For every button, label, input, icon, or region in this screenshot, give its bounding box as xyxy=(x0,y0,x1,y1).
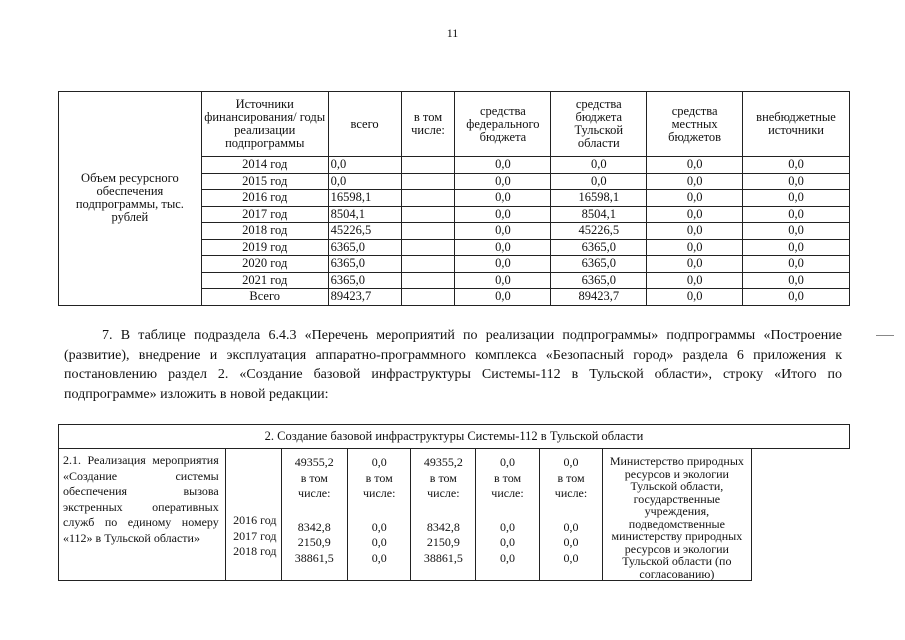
cell-federal: 0,0 xyxy=(455,289,551,306)
cell-local: 0,0 xyxy=(647,272,743,289)
cell-extra: 0,0 xyxy=(743,223,850,240)
including-cell xyxy=(401,206,455,223)
spacer xyxy=(413,502,473,520)
cell-local: 0,0 xyxy=(647,157,743,174)
cell-federal: 0,0 xyxy=(455,256,551,273)
including-label: числе: xyxy=(298,486,331,500)
cell-total: 8504,1 xyxy=(328,206,401,223)
section-title-row xyxy=(59,425,850,449)
header-local: средства местных бюджетов xyxy=(647,92,743,157)
spacer xyxy=(478,502,537,520)
cell-total: 0,0 xyxy=(328,173,401,190)
cell-total: 6365,0 xyxy=(328,256,401,273)
column-total: 49355,2 xyxy=(294,455,334,469)
year-value: 38861,5 xyxy=(294,550,334,565)
year-value: 0,0 xyxy=(371,535,387,549)
including-label: в том xyxy=(365,470,393,485)
including-cell xyxy=(401,272,455,289)
cell-year: Всего xyxy=(201,289,328,306)
cell-regional: 45226,5 xyxy=(551,223,647,240)
body-paragraph xyxy=(64,326,842,404)
cell-local: 0,0 xyxy=(647,289,743,306)
cell-regional: 6365,0 xyxy=(551,239,647,256)
cell-regional: 16598,1 xyxy=(551,190,647,207)
header-regional: средства бюджета Тульской области xyxy=(551,92,647,157)
years-cell xyxy=(225,449,281,581)
cell-federal: 0,0 xyxy=(455,190,551,207)
page-number: 11 xyxy=(446,26,459,40)
including-label: числе: xyxy=(362,486,396,500)
cell-year: 2021 год xyxy=(201,272,328,289)
funding-column xyxy=(539,449,603,581)
executor-cell: Министерство природных ресурсов и экологии Тульской области, государственные учреждения, подведомственные министерству природных ресурсов и экологии Тульской области (по согласованию) xyxy=(603,449,751,581)
including-label: числе: xyxy=(554,486,588,500)
column-total: 0,0 xyxy=(371,455,387,469)
table-header-row xyxy=(59,92,850,157)
including-label: числе: xyxy=(427,486,460,500)
cell-local: 0,0 xyxy=(647,223,743,240)
including-cell xyxy=(401,157,455,174)
cell-local: 0,0 xyxy=(647,206,743,223)
including-cell xyxy=(401,173,455,190)
cell-extra: 0,0 xyxy=(743,206,850,223)
cell-regional: 0,0 xyxy=(551,173,647,190)
cell-total: 16598,1 xyxy=(328,190,401,207)
including-label: в том xyxy=(429,470,457,485)
including-label: числе: xyxy=(491,486,524,500)
activities-table xyxy=(58,424,850,581)
cell-year: 2014 год xyxy=(201,157,328,174)
year-value: 0,0 xyxy=(371,550,387,565)
year-value: 0,0 xyxy=(500,550,515,565)
year-value: 2150,9 xyxy=(426,535,460,549)
cell-extra: 0,0 xyxy=(743,289,850,306)
cell-regional: 8504,1 xyxy=(551,206,647,223)
year-value: 0,0 xyxy=(563,535,579,549)
activity-name: 2.1. Реализация мероприятия «Создание системы обеспечения вызова экстренных оперативных служб по единому номеру «112» в Тульской области» xyxy=(59,449,226,581)
year-label: 2016 год xyxy=(233,513,277,527)
cell-year: 2018 год xyxy=(201,223,328,240)
year-label: 2018 год xyxy=(233,544,277,558)
cell-year: 2020 год xyxy=(201,256,328,273)
cell-extra: 0,0 xyxy=(743,239,850,256)
cell-total: 89423,7 xyxy=(328,289,401,306)
cell-year: 2015 год xyxy=(201,173,328,190)
cell-extra: 0,0 xyxy=(743,157,850,174)
including-label: в том xyxy=(557,470,585,485)
funding-column xyxy=(281,449,347,581)
cell-federal: 0,0 xyxy=(455,272,551,289)
cell-total: 0,0 xyxy=(328,157,401,174)
including-cell xyxy=(401,239,455,256)
cell-local: 0,0 xyxy=(647,239,743,256)
year-value: 38861,5 xyxy=(423,550,463,565)
year-value: 0,0 xyxy=(563,550,579,565)
cell-total: 45226,5 xyxy=(328,223,401,240)
cell-local: 0,0 xyxy=(647,256,743,273)
cell-regional: 89423,7 xyxy=(551,289,647,306)
cell-regional: 6365,0 xyxy=(551,256,647,273)
cell-extra: 0,0 xyxy=(743,190,850,207)
header-sources: Источники финансирования/ годы реализации подпрограммы xyxy=(201,92,328,157)
year-value: 8342,8 xyxy=(297,519,331,534)
cell-federal: 0,0 xyxy=(455,206,551,223)
cell-federal: 0,0 xyxy=(455,223,551,240)
including-cell xyxy=(401,256,455,273)
year-value: 0,0 xyxy=(500,535,515,549)
row-label: Объем ресурсного обеспечения подпрограммы, тыс. рублей xyxy=(59,92,202,306)
column-total: 0,0 xyxy=(500,455,515,469)
funding-column xyxy=(476,449,540,581)
header-extra: внебюджетные источники xyxy=(743,92,850,157)
cell-year: 2017 год xyxy=(201,206,328,223)
cell-year: 2019 год xyxy=(201,239,328,256)
cell-extra: 0,0 xyxy=(743,272,850,289)
activity-row xyxy=(59,449,850,581)
including-label: в том xyxy=(493,470,522,485)
margin-mark xyxy=(876,335,894,336)
header-federal: средства федерального бюджета xyxy=(455,92,551,157)
cell-extra: 0,0 xyxy=(743,256,850,273)
year-value: 8342,8 xyxy=(426,519,460,534)
year-value: 0,0 xyxy=(500,519,515,534)
cell-federal: 0,0 xyxy=(455,173,551,190)
column-total: 49355,2 xyxy=(423,455,463,469)
spacer xyxy=(542,502,601,520)
paragraph-text: 7. В таблице подраздела 6.4.3 «Перечень мероприятий по реализации подпрограммы» подпрограммы «Построение (развитие), внедрение и эксплуатация аппаратно-программного комплекса «Безопасный город» раздела 6 приложения к постановлению раздел 2. «Создание базовой инфраструктуры Системы-112 в Тульской области», строку «Итого по подпрограмме» изложить в новой редакции: xyxy=(64,328,842,402)
year-value: 2150,9 xyxy=(297,535,331,549)
including-cell xyxy=(401,190,455,207)
cell-total: 6365,0 xyxy=(328,272,401,289)
spacer xyxy=(284,502,345,520)
cell-federal: 0,0 xyxy=(455,239,551,256)
cell-federal: 0,0 xyxy=(455,157,551,174)
spacer xyxy=(350,502,409,520)
cell-extra: 0,0 xyxy=(743,173,850,190)
including-cell xyxy=(401,289,455,306)
column-total: 0,0 xyxy=(563,455,579,469)
including-label: в том xyxy=(300,470,328,485)
funding-column xyxy=(411,449,476,581)
cell-year: 2016 год xyxy=(201,190,328,207)
cell-local: 0,0 xyxy=(647,190,743,207)
resource-table xyxy=(58,91,850,306)
cell-total: 6365,0 xyxy=(328,239,401,256)
section-title: 2. Создание базовой инфраструктуры Системы-112 в Тульской области xyxy=(59,425,850,449)
year-value: 0,0 xyxy=(371,519,387,534)
cell-regional: 6365,0 xyxy=(551,272,647,289)
header-total: всего xyxy=(328,92,401,157)
funding-column xyxy=(347,449,411,581)
header-including: в том числе: xyxy=(401,92,455,157)
year-label: 2017 год xyxy=(233,528,277,543)
year-value: 0,0 xyxy=(563,519,579,534)
including-cell xyxy=(401,223,455,240)
cell-regional: 0,0 xyxy=(551,157,647,174)
cell-local: 0,0 xyxy=(647,173,743,190)
